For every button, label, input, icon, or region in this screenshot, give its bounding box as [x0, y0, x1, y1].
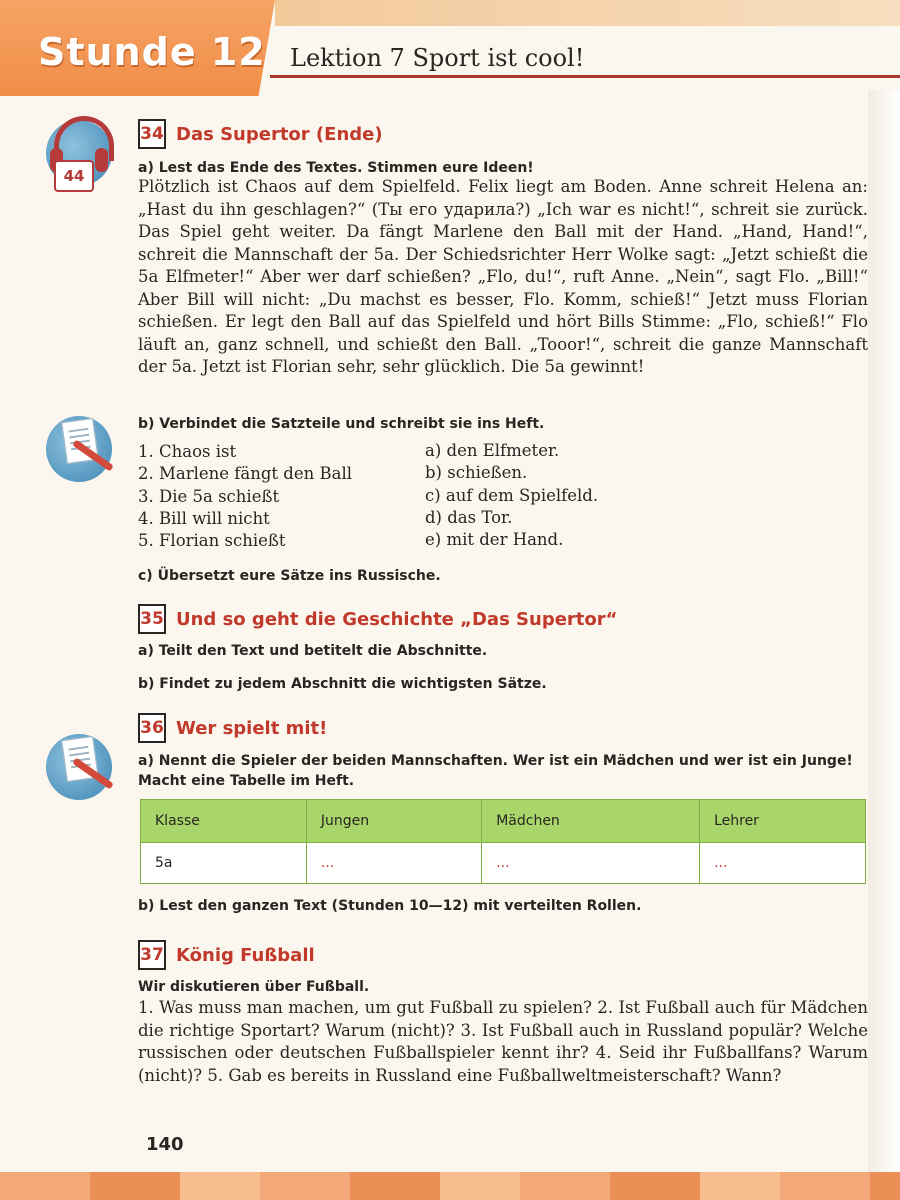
- task-a: a) Lest das Ende des Textes. Stimmen eure Ideen!: [138, 160, 534, 176]
- writing-icon: [46, 416, 112, 482]
- table-cell: 5a: [141, 843, 307, 884]
- task-a: a) Teilt den Text und betitelt die Abschnitte.: [138, 643, 488, 659]
- list-item: d) das Tor.: [425, 507, 513, 527]
- header-divider: [270, 75, 900, 78]
- list-item: b) schießen.: [425, 463, 528, 483]
- table-header-cell: Klasse: [141, 800, 307, 843]
- task-b: b) Lest den ganzen Text (Stunden 10—12) mit verteilten Rollen.: [138, 898, 642, 914]
- page-header: [0, 0, 900, 100]
- exercise-title: Und so geht die Geschichte „Das Supertor“: [176, 608, 618, 630]
- lektion-title: Lektion 7 Sport ist cool!: [290, 44, 585, 72]
- list-item: c) auf dem Spielfeld.: [425, 485, 599, 505]
- story-text: Plötzlich ist Chaos auf dem Spielfeld. Felix liegt am Boden. Anne schreit Helena an: „Hast du ihn geschlagen?“ (Ты его ударила?) „Ich war es nicht!“, schreit sie zurück. Das Spiel geht weiter. Da fängt Marlene den Ball mit der Hand. „Hand, Hand!“, schreit die Mannschaft der 5a. Der Schiedsrichter Herr Wolke sagt: „Jetzt schießt die 5a Elfmeter!“ Aber wer darf schießen? „Flo, du!“, ruft Anne. „Nein“, sagt Flo. „Bill!“ Aber Bill will nicht: „Du machst es besser, Flo. Komm, schieß!“ Jetzt muss Florian schießen. Er legt den Ball auf das Spielfeld und hört Bills Stimme: „Flo, schieß!“ Flo läuft an, ganz schnell, und schießt den Ball. „Tooor!“, schreit die ganze Mannschaft der 5a. Jetzt ist Florian sehr, sehr glücklich. Die 5a gewinnt!: [138, 177, 868, 376]
- list-item: 4. Bill will nicht: [138, 508, 270, 528]
- list-item: 2. Marlene fängt den Ball: [138, 464, 353, 484]
- discussion-task: Wir diskutieren über Fußball.: [138, 979, 370, 995]
- task-a: a) Nennt die Spieler der beiden Mannschaften. Wer ist ein Mädchen und wer ist ein Junge! Macht eine Tabelle im Heft.: [138, 753, 853, 789]
- exercise-number: 34: [138, 119, 166, 149]
- exercise-number: 35: [138, 604, 166, 634]
- exercise-37-heading: [138, 940, 315, 970]
- list-item: a) den Elfmeter.: [425, 441, 560, 460]
- table-cell: ...: [482, 843, 700, 884]
- header-strip: [275, 0, 900, 26]
- list-item: 5. Florian schießt: [138, 531, 286, 551]
- list-item: 1. Chaos ist: [138, 442, 237, 461]
- exercise-title: Wer spielt mit!: [176, 717, 328, 739]
- exercise-36-heading: [138, 713, 327, 743]
- list-item: 3. Die 5a schießt: [138, 486, 280, 506]
- table-header-cell: Lehrer: [700, 800, 866, 843]
- task-c: c) Übersetzt eure Sätze ins Russische.: [138, 568, 441, 584]
- table-cell: ...: [700, 843, 866, 884]
- table-header-cell: Jungen: [306, 800, 481, 843]
- task-b: b) Findet zu jedem Abschnitt die wichtigsten Sätze.: [138, 676, 547, 692]
- sentence-beginnings: [138, 441, 352, 552]
- page-footer-band: [0, 1172, 900, 1200]
- players-table: [140, 799, 866, 884]
- page-number: 140: [146, 1134, 184, 1155]
- task-b: b) Verbindet die Satzteile und schreibt sie ins Heft.: [138, 416, 545, 432]
- exercise-title: Das Supertor (Ende): [176, 123, 383, 145]
- table-header-cell: Mädchen: [482, 800, 700, 843]
- stunde-title: Stunde 12: [38, 30, 266, 74]
- table-cell: ...: [306, 843, 481, 884]
- table-header-row: [141, 800, 866, 843]
- exercise-title: König Fußball: [176, 944, 315, 966]
- list-item: e) mit der Hand.: [425, 530, 564, 550]
- exercise-34-heading: [138, 119, 383, 149]
- writing-icon: [46, 734, 112, 800]
- page-edge: [868, 90, 900, 1200]
- exercise-number: 36: [138, 713, 166, 743]
- audio-track-number: 44: [54, 160, 94, 192]
- exercise-35-heading: [138, 604, 617, 634]
- discussion-questions: 1. Was muss man machen, um gut Fußball zu spielen? 2. Ist Fußball auch für Mädchen die richtige Sportart? Warum (nicht)? 3. Ist Fußball auch in Russland populär? Welche russischen oder deutschen Fußballspieler kennt ihr? 4. Seid ihr Fußballfans? Warum (nicht)? 5. Gab es bereits in Russland eine Fußballweltmeisterschaft? Wann?: [138, 998, 868, 1085]
- table-row: [141, 843, 866, 884]
- exercise-number: 37: [138, 940, 166, 970]
- sentence-endings: [425, 440, 598, 551]
